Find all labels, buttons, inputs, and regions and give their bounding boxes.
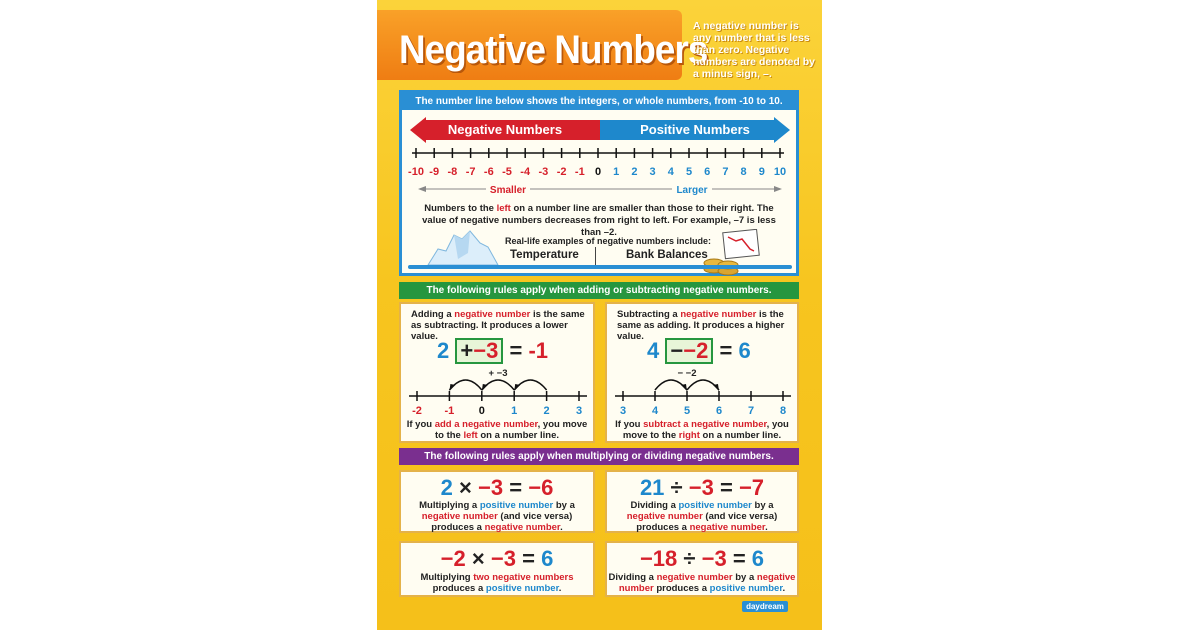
divide-rule-1 — [607, 500, 797, 533]
number-line-label: -1 — [574, 166, 585, 178]
rule-blue: positive number — [709, 583, 783, 594]
rule-red: negative number — [484, 522, 561, 533]
eq-operand: 21 — [639, 475, 665, 500]
example-temperature: Temperature — [510, 249, 579, 261]
adding-equation — [437, 338, 548, 364]
rule-red: negative number — [656, 572, 733, 583]
rule-part: (and vice versa) — [702, 511, 778, 522]
subtracting-rule-part: is the same as adding. It produces a higher value. — [617, 309, 785, 342]
adding-number-line — [401, 366, 597, 420]
eq-operand: 2 — [440, 475, 453, 500]
adding-rule-part: Adding a — [411, 309, 455, 320]
number-line-label: -3 — [538, 166, 549, 178]
small-number-line-label: 3 — [575, 405, 583, 417]
eq-operand: −2 — [683, 338, 709, 363]
rule-part: by a — [732, 572, 757, 583]
number-line-label: -4 — [520, 166, 531, 178]
rule-part: Dividing a — [608, 572, 657, 583]
eq-equals: = — [522, 546, 535, 571]
positive-arrow — [600, 117, 790, 143]
eq-result: 6 — [751, 546, 765, 571]
number-line-label: 10 — [773, 166, 787, 178]
positive-arrow-label: Positive Numbers — [640, 122, 750, 137]
small-number-line-label: 8 — [779, 405, 787, 417]
number-line-label: -5 — [502, 166, 512, 178]
eq-highlight-box — [665, 338, 713, 364]
rule-part: produces a — [636, 522, 690, 533]
small-number-line-label: -2 — [412, 405, 422, 417]
panel-footer-line — [408, 265, 792, 269]
eq-equals: = — [719, 475, 733, 500]
jump-arrowhead-icon — [713, 384, 719, 391]
poster — [377, 0, 822, 630]
rule-part: . — [782, 583, 786, 594]
number-line-label: -7 — [465, 166, 476, 178]
multiply-card-2 — [399, 541, 595, 597]
expl-red: negative number — [691, 419, 767, 430]
expl-red: subtract a — [643, 419, 692, 430]
bank-chart-icon — [702, 229, 766, 277]
divide-equation-1 — [607, 475, 797, 501]
smaller-label: Smaller — [489, 185, 527, 196]
multiply-rule-1 — [401, 500, 593, 533]
example-separator — [595, 247, 596, 265]
jump-label: − −2 — [677, 368, 697, 379]
example-bank-balances: Bank Balances — [626, 249, 708, 261]
adding-card — [399, 302, 595, 443]
multiply-divide-band: The following rules apply when multiplying or dividing negative numbers. — [399, 448, 799, 465]
eq-operator: × — [471, 546, 485, 571]
multiply-card-1 — [399, 470, 595, 533]
number-line-label: 3 — [649, 166, 656, 178]
eq-operand: −3 — [490, 546, 516, 571]
rule-part: Multiplying — [420, 572, 474, 583]
rule-red: number — [618, 583, 654, 594]
expl-dir: right — [678, 430, 700, 441]
desc-left-word: left — [496, 203, 511, 214]
rule-part: . — [558, 583, 562, 594]
eq-operand: −18 — [639, 546, 678, 571]
number-line-label: -9 — [429, 166, 440, 178]
adding-rule-part: is the same as subtracting. It produces a lower value. — [411, 309, 585, 342]
eq-equals: = — [509, 475, 523, 500]
rule-blue: positive number — [479, 500, 554, 511]
desc-part: . The value of negative numbers decreases from right to left. For example, –7 is less than –2. — [422, 203, 776, 238]
number-line-label: -6 — [483, 166, 494, 178]
divide-rule-2 — [607, 572, 797, 594]
small-number-line-label: -1 — [444, 405, 455, 417]
jump-arrowhead-icon — [449, 384, 455, 391]
subtracting-card — [605, 302, 799, 443]
real-life-heading: Real-life examples of negative numbers include: — [504, 236, 712, 246]
number-line-label: 6 — [704, 166, 711, 178]
jump-arrowhead-icon — [482, 384, 488, 391]
small-number-line-label: 0 — [478, 405, 485, 417]
rule-part: by a — [553, 500, 575, 511]
small-number-line-label: 7 — [747, 405, 755, 417]
adding-explanation — [401, 419, 593, 441]
rule-part: Dividing a — [630, 500, 679, 511]
subtracting-equation — [647, 338, 751, 364]
eq-operand: −3 — [478, 475, 504, 500]
expl-part: , you move to the — [622, 419, 789, 441]
expl-red: add a — [434, 419, 463, 430]
divide-equation-2 — [607, 546, 797, 572]
rule-red: negative — [756, 572, 796, 583]
eq-operator: ÷ — [683, 546, 696, 571]
expl-part: on a number line. — [477, 430, 560, 441]
expl-part: , you move to the — [434, 419, 588, 441]
number-line-label: -2 — [556, 166, 567, 178]
adding-rule-red: negative number — [454, 309, 531, 320]
intro-text: A negative number is any number that is less than zero. Negative numbers are denoted by a minus sign, –. — [693, 20, 815, 80]
eq-equals: = — [719, 338, 733, 363]
eq-operator: + — [460, 338, 474, 363]
main-number-line — [402, 145, 798, 201]
left-arrowhead-icon — [418, 186, 426, 192]
eq-operand: −2 — [440, 546, 466, 571]
desc-right-word: right — [730, 203, 752, 214]
rule-red: negative number — [626, 511, 703, 522]
jump-arrowhead-icon — [514, 384, 520, 391]
eq-operator: − — [670, 338, 684, 363]
multiply-equation-2 — [401, 546, 593, 572]
rule-red: two negative numbers — [473, 572, 574, 583]
number-line-label: 7 — [722, 166, 729, 178]
rule-blue: positive number — [678, 500, 752, 511]
eq-highlight-box — [455, 338, 503, 364]
eq-result: 6 — [738, 338, 751, 363]
subtracting-rule-part: Subtracting a — [617, 309, 681, 320]
small-number-line-label: 1 — [511, 405, 518, 417]
subtracting-explanation — [607, 419, 797, 441]
number-line-label: 1 — [613, 166, 620, 178]
number-line-label: 0 — [594, 166, 602, 178]
rule-red: negative number — [689, 522, 766, 533]
eq-result: -1 — [528, 338, 548, 363]
number-line-label: 4 — [667, 166, 674, 178]
subtracting-rule-red: negative number — [680, 309, 757, 320]
page-title: Negative Numbers — [399, 28, 708, 72]
divide-card-2 — [605, 541, 799, 597]
rule-red: negative number — [421, 511, 498, 522]
eq-operand: −3 — [701, 546, 727, 571]
number-line-label: 9 — [758, 166, 765, 178]
number-line-header: The number line below shows the integers, or whole numbers, from -10 to 10. — [402, 93, 796, 110]
number-line-label: 2 — [631, 166, 638, 178]
multiply-equation-1 — [401, 475, 593, 501]
eq-result: −7 — [738, 475, 765, 500]
number-line-label: 8 — [740, 166, 747, 178]
rule-part: Multiplying a — [419, 500, 480, 511]
expl-part: on a number line. — [699, 430, 782, 441]
eq-equals: = — [732, 546, 746, 571]
expl-part: If you — [406, 419, 435, 430]
small-number-line-label: 6 — [715, 405, 723, 417]
small-number-line-label: 3 — [619, 405, 627, 417]
title-banner — [377, 10, 708, 80]
eq-operator: ÷ — [670, 475, 683, 500]
eq-operand: −3 — [473, 338, 499, 363]
small-number-line-label: 2 — [543, 405, 550, 417]
desc-part: on a number line are smaller than those to their — [510, 203, 731, 214]
rule-part: produces a — [653, 583, 710, 594]
rule-blue: positive number — [485, 583, 559, 594]
publisher-logo: daydream — [742, 601, 788, 612]
rule-part: . — [560, 522, 563, 533]
desc-part: Numbers to the — [424, 203, 497, 214]
eq-operand: −3 — [688, 475, 714, 500]
divide-card-1 — [605, 470, 799, 533]
expl-red: negative number — [462, 419, 538, 430]
rule-part: by a — [751, 500, 774, 511]
eq-result: 6 — [541, 546, 554, 571]
small-number-line-label: 4 — [651, 405, 659, 417]
rule-part: produces a — [432, 583, 486, 594]
jump-label: + −3 — [488, 368, 508, 379]
negative-arrow-label: Negative Numbers — [447, 122, 563, 137]
larger-label: Larger — [676, 185, 708, 196]
multiply-rule-2 — [401, 572, 593, 594]
expl-part: If you — [615, 419, 644, 430]
eq-operand: 2 — [437, 338, 450, 363]
negative-arrow — [410, 117, 600, 143]
expl-dir: left — [463, 430, 478, 441]
number-line-panel — [399, 90, 799, 276]
subtracting-number-line — [607, 366, 801, 420]
number-line-label: -10 — [408, 166, 424, 178]
eq-operand: 4 — [647, 338, 660, 363]
small-number-line-label: 5 — [683, 405, 691, 417]
rule-part: . — [765, 522, 768, 533]
eq-result: −6 — [528, 475, 554, 500]
jump-arrowhead-icon — [681, 384, 687, 391]
eq-equals: = — [509, 338, 523, 363]
eq-operator: × — [459, 475, 472, 500]
rule-part: (and vice versa) — [497, 511, 573, 522]
number-line-label: 5 — [685, 166, 693, 178]
rule-part: produces a — [431, 522, 485, 533]
iceberg-icon — [424, 229, 502, 269]
right-arrowhead-icon — [774, 186, 782, 192]
add-subtract-band: The following rules apply when adding or subtracting negative numbers. — [399, 282, 799, 299]
number-line-label: -8 — [447, 166, 458, 178]
